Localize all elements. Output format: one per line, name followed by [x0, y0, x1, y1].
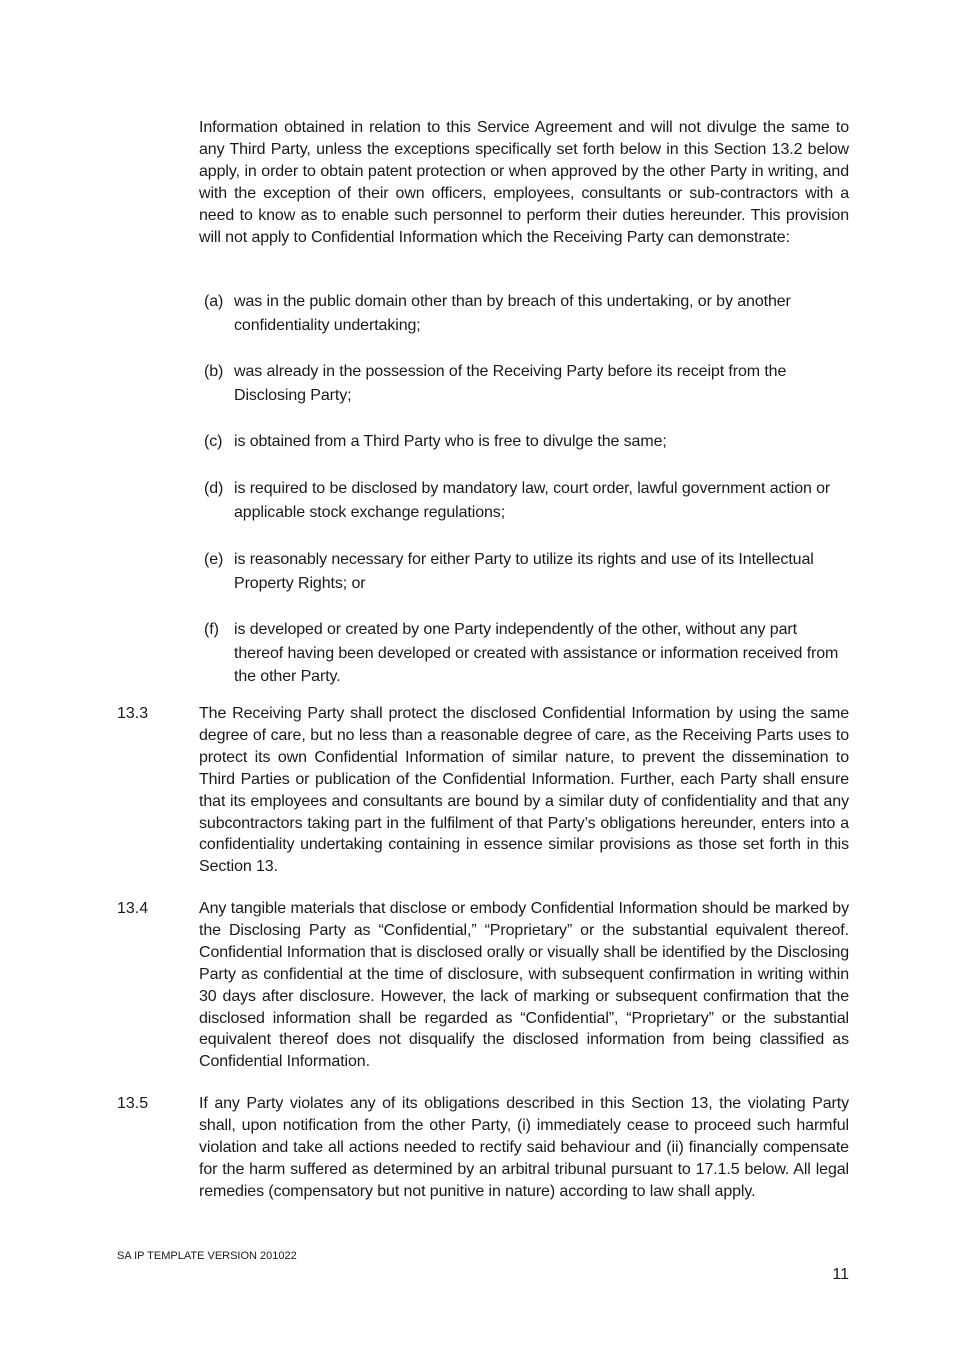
list-text: was in the public domain other than by breach of this undertaking, or by another confidentiality undertaking; — [234, 293, 791, 334]
exception-item-f — [204, 618, 849, 689]
list-text: is obtained from a Third Party who is free to divulge the same; — [234, 433, 667, 450]
list-marker: (a) — [204, 293, 224, 310]
list-text: was already in the possession of the Receiving Party before its receipt from the Disclosing Party; — [234, 363, 787, 404]
section-text: The Receiving Party shall protect the disclosed Confidential Information by using the same degree of care, but no less than a reasonable degree of care, as the Receiving Parts uses to protect its own Confidential Information of similar nature, to prevent the dissemination to Third Parties or publication of the Confidential Information. Further, each Party shall ensure that its employees and consultants are bound by a similar duty of confidentiality and that any subcontractors taking part in the fulfilment of that Party’s obligations hereunder, enters into a confidentiality undertaking containing in essence similar provisions as those set forth in this Section 13. — [199, 705, 849, 876]
section-number: 13.4 — [117, 900, 149, 917]
list-text: is required to be disclosed by mandatory law, court order, lawful government action or applicable stock exchange regulations; — [234, 480, 831, 521]
exception-item-b — [204, 360, 849, 407]
exception-item-e — [204, 548, 849, 595]
list-marker: (b) — [204, 363, 224, 380]
intro-paragraph: Information obtained in relation to this Service Agreement and will not divulge the same to any Third Party, unless the exceptions specifically set forth below in this Section 13.2 below apply, in order to obtain patent protection or when approved by the other Party in writing, and with the exception of their own officers, employees, consultants or sub-contractors with a need to know as to enable such personnel to perform their duties hereunder. This provision will not apply to Confidential Information which the Receiving Party can demonstrate: — [199, 119, 849, 246]
list-marker: (d) — [204, 480, 224, 497]
section-text: If any Party violates any of its obligations described in this Section 13, the violating Party shall, upon notification from the other Party, (i) immediately cease to proceed such harmful violation and take all actions needed to rectify said behaviour and (ii) financially compensate for the harm suffered as determined by an arbitral tribunal pursuant to 17.1.5 below. All legal remedies (compensatory but not punitive in nature) according to law shall apply. — [199, 1095, 849, 1200]
section-number: 13.5 — [117, 1095, 149, 1112]
template-version-footer: SA IP TEMPLATE VERSION 201022 — [117, 1250, 297, 1262]
list-marker: (f) — [204, 621, 219, 638]
exception-item-a — [204, 290, 849, 337]
section-number: 13.3 — [117, 705, 149, 722]
page-number: 11 — [832, 1266, 849, 1283]
list-marker: (c) — [204, 433, 223, 450]
section-text: Any tangible materials that disclose or embody Confidential Information should be marked by the Disclosing Party as “Confidential,” “Proprietary” or the substantial equivalent thereof. Confidential Information that is disclosed orally or visually shall be identified by the Disclosing Party as confidential at the time of disclosure, with subsequent confirmation in writing within 30 days after disclosure. However, the lack of marking or subsequent confirmation that the disclosed information shall be regarded as “Confidential”, “Proprietary” or the substantial equivalent thereof does not disqualify the disclosed information from being classified as Confidential Information. — [199, 900, 849, 1071]
list-text: is reasonably necessary for either Party to utilize its rights and use of its Intellectual Property Rights; or — [234, 551, 814, 592]
list-marker: (e) — [204, 551, 224, 568]
list-text: is developed or created by one Party independently of the other, without any part thereof having been developed or created with assistance or information received from the other Party. — [234, 621, 839, 685]
exception-item-c — [204, 430, 849, 454]
exception-item-d — [204, 477, 849, 524]
